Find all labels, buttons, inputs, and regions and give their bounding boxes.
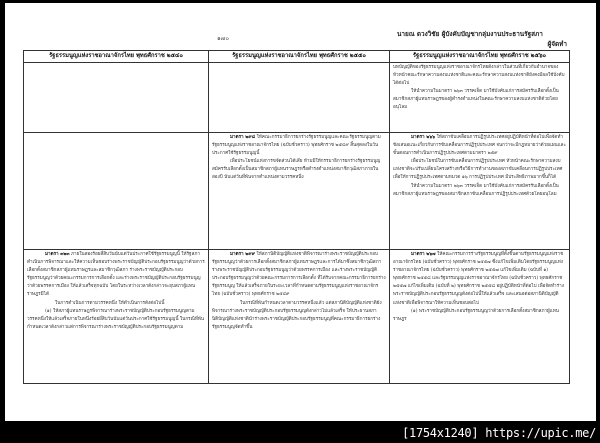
paragraph-text: ให้สภาขับเคลื่อนการปฏิรูปประเทศอยู่ปฏิบัติหน้าที่ต่อไปเพื่อจัดทำข้อเสนอแนะเกี่ยวกับการขับเคลื่อนการปฏิรูปประเทศ จนกว่าจะมีกฎหมายว่าด้วยแผนและขั้นตอนการดำเนินการปฏิรูปประเทศตามมาตรา ๒๕๙ xyxy=(393,135,566,157)
column-header-2550: รัฐธรรมนูญแห่งราชอาณาจักรไทย พุทธศักราช ๒๕๕๐ xyxy=(209,51,390,63)
author-block xyxy=(397,29,567,49)
author-name: นายณ ดวงวิชัย ผู้บังคับบัญชากลุ่มงานประธานรัฐสภา xyxy=(397,30,543,38)
cell-2560 xyxy=(390,250,570,384)
cell-2550 xyxy=(209,63,390,133)
paragraph: ในการดำเนินการตามวรรคหนึ่ง ให้ดำเนินการดังต่อไปนี้ xyxy=(55,300,165,306)
paragraph: ให้นำความในมาตรา ๒๖๓ วรรคเจ็ด มาใช้บังคับแก่การสมัครรับเลือกตั้งเป็นสมาชิกสภาผู้แทนราษฎรของสมาชิกสภาขับเคลื่อนการปฏิรูปประเทศด้วยโดยอนุโลม xyxy=(393,183,559,197)
image-host-watermark: [1754x1240] https://upic.me/ xyxy=(402,426,596,440)
section-number: มาตรา ๓๒๓ xyxy=(45,252,70,257)
page-number: ๑๗๐ xyxy=(217,35,229,42)
paragraph-text: ให้คณะกรรมาธิการยกร่างรัฐธรรมนูญและคณะรัฐธรรมนูญตามรัฐธรรมนูญแห่งราชอาณาจักรไทย (ฉบับชั่วคราว) พุทธศักราช ๒๕๔๙ สิ้นสุดลงในวันประกาศใช้รัฐธรรมนูญนี้ xyxy=(212,135,381,157)
paragraph xyxy=(393,251,566,308)
section-number: มาตรา ๒๙๙ xyxy=(230,252,255,257)
author-role: ผู้จัดทำ xyxy=(547,40,567,48)
table-row xyxy=(24,250,570,384)
paragraph: บทบัญญัติของรัฐธรรมนูญแห่งราชอาณาจักรไทยดังกล่าวในส่วนที่เกี่ยวกับอำนาจของหัวหน้าคณะรักษาความสงบแห่งชาติและคณะรักษาความสงบแห่งชาติยังคงมีผลใช้บังคับได้ต่อไป xyxy=(393,65,565,87)
paragraph: เพื่อประโยชน์แห่งการขจัดส่วนได้เสีย ห้ามมิให้กรรมาธิการยกร่างรัฐธรรมนูญสมัครรับเลือกตั้งเป็นสมาชิกสภาผู้แทนราษฎรหรือดำรงตำแหน่งสมาชิกวุฒิสภาภายในสองปี นับแต่วันที่พ้นจากตำแหน่งตามวรรคหนึ่ง xyxy=(212,159,381,181)
section-number: มาตรา ๒๖๖ xyxy=(411,135,436,140)
document-page xyxy=(5,3,596,421)
table-row xyxy=(24,63,570,133)
paragraph: (๑) พระราชบัญญัติประกอบรัฐธรรมนูญว่าด้วยการเลือกตั้งสมาชิกสภาผู้แทนราษฎร xyxy=(393,308,559,322)
section-number: มาตรา ๒๙๘ xyxy=(230,135,256,140)
paragraph xyxy=(212,251,386,300)
paragraph xyxy=(27,251,205,300)
cell-2560 xyxy=(390,133,570,250)
section-number: มาตรา ๒๖๗ xyxy=(411,252,436,257)
paragraph: ให้นำความในมาตรา ๒๖๓ วรรคเจ็ด มาใช้บังคับแก่การสมัครรับเลือกตั้งเป็นสมาชิกสภาผู้แทนราษฎรของผู้ดำรงตำแหน่งในคณะรักษาความสงบแห่งชาติด้วยโดยอนุโลม xyxy=(393,89,559,111)
paragraph xyxy=(212,134,386,158)
column-header-2540: รัฐธรรมนูญแห่งราชอาณาจักรไทย พุทธศักราช ๒๕๔๐ xyxy=(24,51,209,63)
cell-2560 xyxy=(390,63,570,133)
table-row xyxy=(24,133,570,250)
cell-2540 xyxy=(24,63,209,133)
cell-2550 xyxy=(209,250,390,384)
cell-2540 xyxy=(24,250,209,384)
paragraph: เพื่อประโยชน์ในการขับเคลื่อนการปฏิรูปประเทศ หัวหน้าคณะรักษาความสงบแห่งชาติจะปรับเปลี่ยนโครงสร้างหรือวิธีการทำงานของสภาขับเคลื่อนการปฏิรูปประเทศเพื่อให้การปฏิรูปประเทศตามหมวด ๑๖ การปฏิรูปประเทศ มีประสิทธิภาพมากขึ้นก็ได้ xyxy=(393,159,563,181)
column-header-2560: รัฐธรรมนูญแห่งราชอาณาจักรไทย พุทธศักราช ๒๕๖๐ xyxy=(390,51,570,63)
paragraph-text: ให้สภานิติบัญญัติแห่งชาติพิจารณาร่างพระราชบัญญัติประกอบรัฐธรรมนูญว่าด้วยการเลือกตั้งสมาชิกสภาผู้แทนราษฎรและการได้มาซึ่งสมาชิกวุฒิสภา ร่างพระราชบัญญัติประกอบรัฐธรรมนูญว่าด้วยพรรคการเมือง และร่างพระราชบัญญัติประกอบรัฐธรรมนูญว่าด้วยคณะกรรมการการเลือกตั้ง ที่ได้รับจากคณะกรรมาธิการยกร่างรัฐธรรมนูญ ให้แล้วเสร็จภายในระยะเวลาที่กำหนดตามรัฐธรรมนูญแห่งราชอาณาจักรไทย (ฉบับชั่วคราว) พุทธศักราช ๒๕๔๙ xyxy=(212,252,386,298)
paragraph-text: ภายในสองร้อยสี่สิบวันนับแต่วันประกาศใช้รัฐธรรมนูญนี้ ให้รัฐสภาดำเนินการพิจารณาและให้ความเห็นชอบร่างพระราชบัญญัติประกอบรัฐธรรมนูญว่าด้วยการเลือกตั้งสมาชิกสภาผู้แทนราษฎรและสมาชิกวุฒิสภา ร่างพระราชบัญญัติประกอบรัฐธรรมนูญว่าด้วยคณะกรรมการการเลือกตั้ง และร่างพระราชบัญญัติประกอบรัฐธรรมนูญว่าด้วยพรรคการเมือง ให้แล้วเสร็จทุกฉบับ โดยในระหว่างเวลาดังกล่าวจะยุบสภาผู้แทนราษฎรมิได้ xyxy=(27,252,205,298)
cell-2550 xyxy=(209,133,390,250)
paragraph: ในกรณีที่พ้นกำหนดเวลาตามวรรคหนึ่งแล้ว แต่สภานิติบัญญัติแห่งชาติยังพิจารณาร่างพระราชบัญญัติประกอบรัฐธรรมนูญดังกล่าวไม่แล้วเสร็จ ให้ประธานสภานิติบัญญัติแห่งชาตินำร่างพระราชบัญญัติประกอบรัฐธรรมนูญที่คณะกรรมาธิการยกร่างรัฐธรรมนูญจัดทำขึ้น xyxy=(212,300,382,330)
cell-2540 xyxy=(24,133,209,250)
paragraph: (๑) ให้สภาผู้แทนราษฎรพิจารณาร่างพระราชบัญญัติประกอบรัฐธรรมนูญตามวรรคหนึ่งให้แล้วเสร็จภายในหนึ่งร้อยยี่สิบวันนับแต่วันประกาศใช้รัฐธรรมนูญนี้ ในกรณีที่พ้นกำหนดเวลาดังกล่าวแต่การพิจารณาร่างพระราชบัญญัติประกอบรัฐธรรมนูญตาม xyxy=(27,308,205,330)
table-header-row xyxy=(24,51,570,63)
constitution-comparison-table xyxy=(23,50,570,384)
paragraph-text: ให้คณะกรรมการร่างรัฐธรรมนูญที่ตั้งขึ้นตามรัฐธรรมนูญแห่งราชอาณาจักรไทย (ฉบับชั่วคราว) พุทธศักราช ๒๕๕๗ ซึ่งแก้ไขเพิ่มเติมโดยรัฐธรรมนูญแห่งราชอาณาจักรไทย (ฉบับชั่วคราว) พุทธศักราช ๒๕๕๗ แก้ไขเพิ่มเติม (ฉบับที่ ๑) พุทธศักราช ๒๕๕๘ และรัฐธรรมนูญแห่งราชอาณาจักรไทย (ฉบับชั่วคราว) พุทธศักราช ๒๕๕๗ แก้ไขเพิ่มเติม (ฉบับที่ ๒) พุทธศักราช ๒๕๕๘ อยู่ปฏิบัติหน้าที่ต่อไป เพื่อจัดทำร่างพระราชบัญญัติประกอบรัฐธรรมนูญดังต่อไปนี้ให้แล้วเสร็จ และเสนอต่อสภานิติบัญญัติแห่งชาติเพื่อพิจารณาให้ความเห็นชอบต่อไป xyxy=(393,252,564,306)
paragraph xyxy=(393,134,566,158)
